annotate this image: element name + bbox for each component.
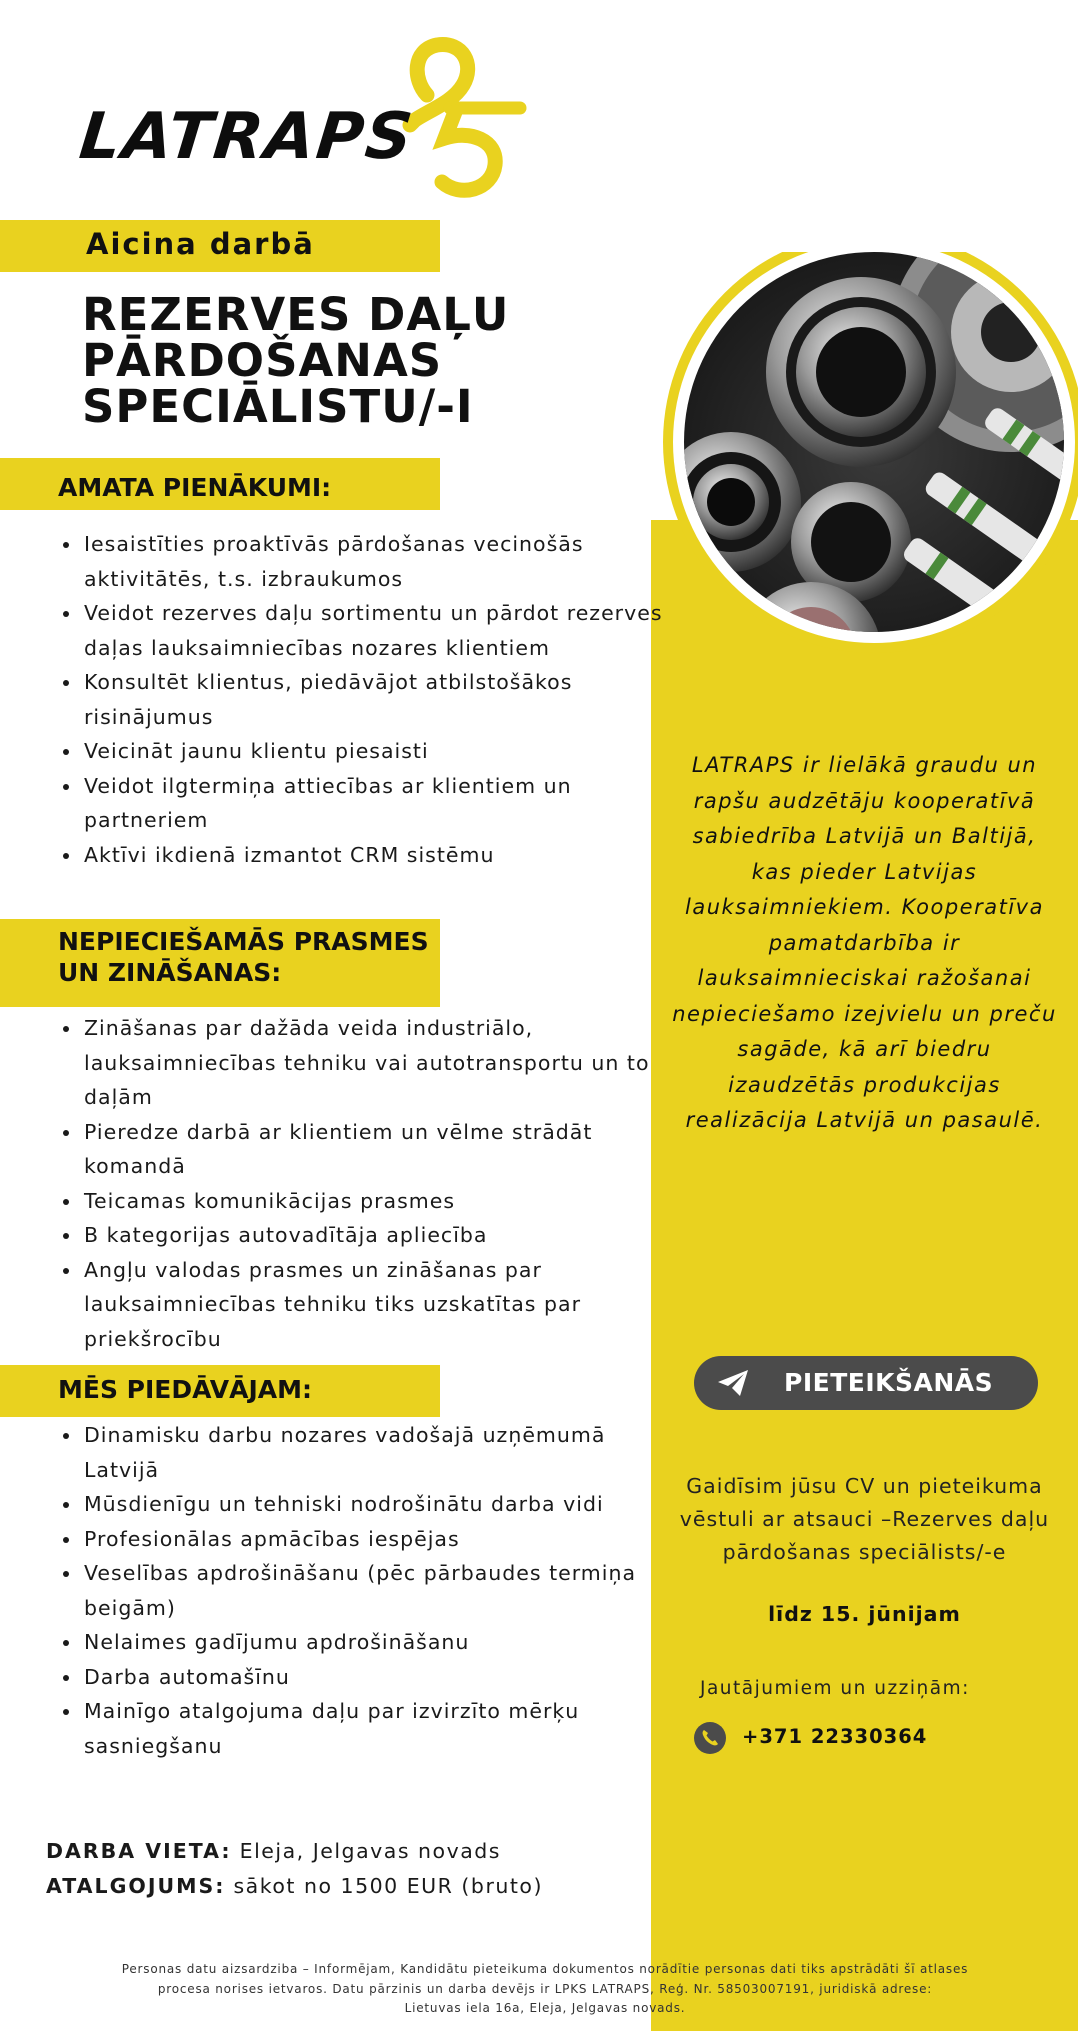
job-details	[46, 1834, 543, 1903]
parts-photo	[651, 252, 1078, 692]
workplace-label: DARBA VIETA:	[46, 1839, 232, 1863]
company-description: LATRAPS ir lielākā graudu un rapšu audzētāju kooperatīvā sabiedrība Latvijā un Baltijā, kas pieder Latvijas lauksaimniekiem. Kooperatīva pamatdarbība ir lauksaimnieciskai ražošanai nepieciešamo izejvielu un preču sagāde, kā arī biedru izaudzētās produkcijas realizācija Latvijā un pasaulē.	[672, 753, 1057, 1132]
invite-label: Aicina darbā	[86, 227, 315, 261]
list-item: • Aktīvi ikdienā izmantot CRM sistēmu	[82, 838, 672, 873]
apply-button[interactable]	[694, 1356, 1038, 1410]
list-item: • Dinamisku darbu nozares vadošajā uzņēmumā Latvijā	[82, 1418, 672, 1487]
latraps-logo	[76, 30, 480, 200]
offer-list	[52, 1418, 672, 1763]
list-item: • Veselības apdrošināšanu (pēc pārbaudes termiņa beigām)	[82, 1556, 672, 1625]
phone-icon	[694, 1722, 726, 1754]
contact-label: Jautājumiem un uzziņām:	[700, 1678, 970, 1699]
privacy-notice: Personas datu aizsardziba – Informējam, Kandidātu pieteikuma dokumentos norādītie personas dati tiks apstrādāti šī atlases procesa norises ietvaros. Datu pārzinis un darba devējs ir LPKS LATRAPS, Reģ. Nr. 58503007191, juridiskā adrese: Lietuvas iela 16a, Eleja, Jelgavas novads.	[121, 1962, 969, 2015]
application-deadline: līdz 15. jūnijam	[768, 1602, 961, 1626]
list-item: • Nelaimes gadījumu apdrošināšanu	[82, 1625, 672, 1660]
list-item: • Mainīgo atalgojuma daļu par izvirzīto mērķu sasniegšanu	[82, 1694, 672, 1763]
skills-heading	[58, 926, 429, 988]
skills-heading-line2: UN ZINĀŠANAS:	[58, 958, 282, 987]
list-item: • Veidot rezerves daļu sortimentu un pārdot rezerves daļas lauksaimniecības nozares klientiem	[82, 596, 672, 665]
duties-heading: AMATA PIENĀKUMI:	[58, 473, 332, 502]
skills-heading-line1: NEPIECIEŠAMĀS PRASMES	[58, 927, 429, 956]
logo-wordmark: LATRAPS	[76, 100, 418, 174]
offer-heading: MĒS PIEDĀVĀJAM:	[58, 1375, 312, 1404]
apply-button-label: PIETEIKŠANĀS	[784, 1368, 994, 1397]
workplace-row	[46, 1834, 543, 1869]
paper-plane-icon	[716, 1368, 750, 1398]
salary-row	[46, 1869, 543, 1904]
duties-list	[52, 527, 672, 872]
list-item: • Veicināt jaunu klientu piesaisti	[82, 734, 672, 769]
list-item: • Zināšanas par dažāda veida industriālo, lauksaimniecības tehniku vai autotransportu un to daļām	[82, 1011, 672, 1115]
right-column-panel	[651, 520, 1078, 2031]
list-item: • Teicamas komunikācijas prasmes	[82, 1184, 672, 1219]
list-item: • Darba automašīnu	[82, 1660, 672, 1695]
list-item: • Iesaistīties proaktīvās pārdošanas vecinošās aktivitātēs, t.s. izbraukumos	[82, 527, 672, 596]
phone-number[interactable]: +371 22330364	[742, 1725, 928, 1748]
job-title: REZERVES DAĻU PĀRDOŠANAS SPECIĀLISTU/-I	[82, 288, 510, 433]
list-item: • Veidot ilgtermiņa attiecības ar klientiem un partneriem	[82, 769, 672, 838]
list-item: • Pieredze darbā ar klientiem un vēlme strādāt komandā	[82, 1115, 672, 1184]
list-item: • B kategorijas autovadītāja apliecība	[82, 1218, 672, 1253]
workplace-value: Eleja, Jelgavas novads	[231, 1839, 501, 1863]
skills-list	[52, 1011, 672, 1356]
list-item: • Mūsdienīgu un tehniski nodrošinātu darba vidi	[82, 1487, 672, 1522]
list-item: • Profesionālas apmācības iespējas	[82, 1522, 672, 1557]
list-item: • Angļu valodas prasmes un zināšanas par lauksaimniecības tehniku tiks uzskatītas par priekšrocību	[82, 1253, 672, 1357]
bearings-image	[651, 252, 1078, 692]
salary-label: ATALGOJUMS:	[46, 1873, 226, 1898]
list-item: • Konsultēt klientus, piedāvājot atbilstošākos risinājumus	[82, 665, 672, 734]
salary-value: sākot no 1500 EUR (bruto)	[225, 1873, 543, 1898]
cv-instructions: Gaidīsim jūsu CV un pieteikuma vēstuli ar atsauci –Rezerves daļu pārdošanas speciālists/-e	[679, 1474, 1050, 1564]
